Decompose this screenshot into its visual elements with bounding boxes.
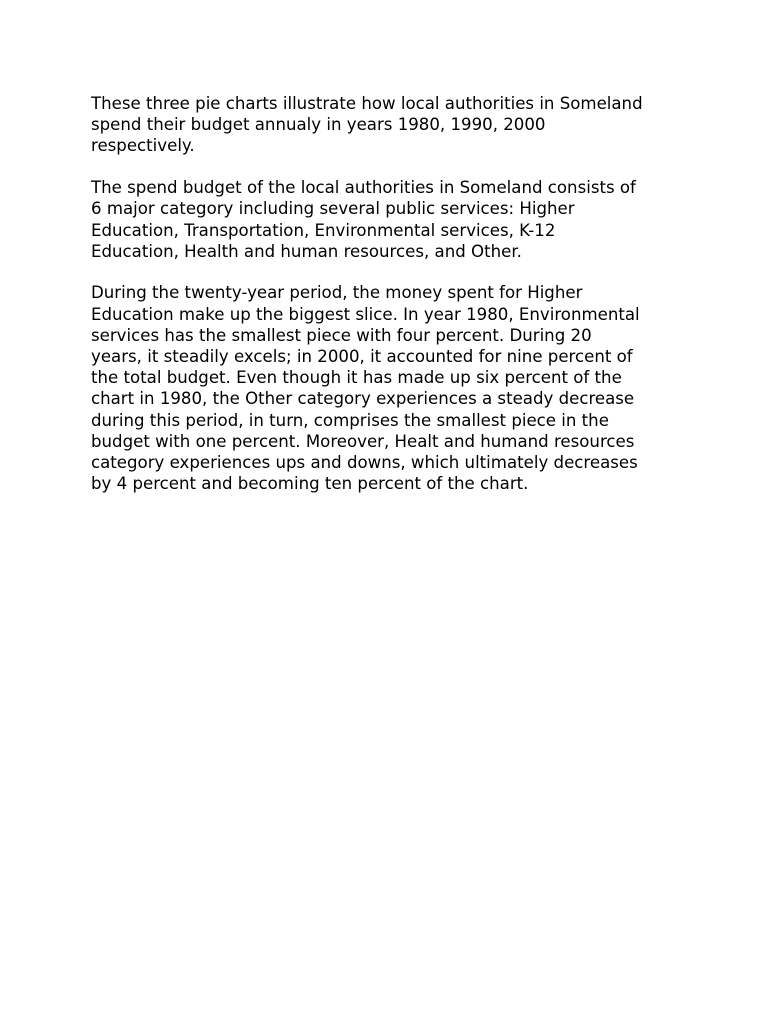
paragraph-analysis: During the twenty-year period, the money spent for Higher Education make up the biggest slice. In year 1980, Environmental services has the smallest piece with four percent. During 20 years, it steadily excels; in 2000, it accounted for nine percent of the total budget. Even though it has made up six percent of the chart in 1980, the Other category experiences a steady decrease during this period, in turn, comprises the smallest piece in the budget with one percent. Moreover, Healt and humand resources category experiences ups and downs, which ultimately decreases by 4 percent and becoming ten percent of the chart.	[91, 283, 640, 494]
document-body	[91, 93, 681, 515]
paragraph-categories: The spend budget of the local authorities in Someland consists of 6 major category including several public services: Higher Education, Transportation, Environmental services, K-12 Education, Health and human resources, and Other.	[91, 178, 636, 261]
paragraph-intro: These three pie charts illustrate how local authorities in Someland spend their budget annualy in years 1980, 1990, 2000 respectively.	[91, 94, 643, 156]
